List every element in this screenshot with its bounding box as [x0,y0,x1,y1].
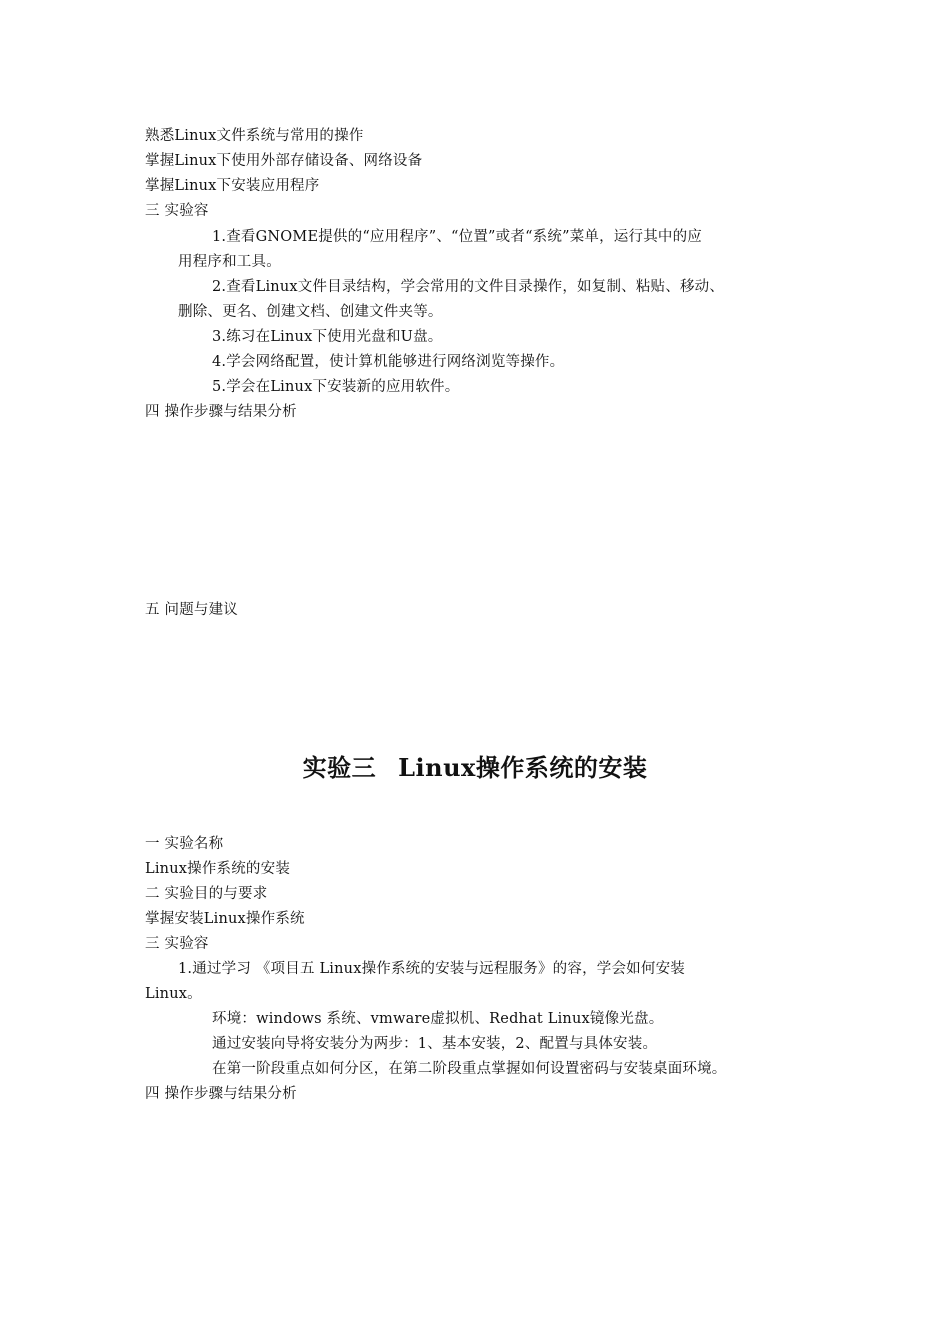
text-line: 掌握Linux下使用外部存储设备、网络设备 [145,153,423,169]
section-heading: 二 实验目的与要求 [145,886,268,902]
text-line: 在第一阶段重点如何分区，在第二阶段重点掌握如何设置密码与安装桌面环境。 [212,1061,727,1077]
text-line: Linux操作系统的安装 [145,861,291,877]
section-heading: 五 问题与建议 [145,602,239,618]
list-item: 5.学会在Linux下安装新的应用软件。 [212,379,460,395]
section-heading: 一 实验名称 [145,836,224,852]
section-heading: 四 操作步骤与结果分析 [145,404,297,420]
text-line: 掌握安装Linux操作系统 [145,911,305,927]
text-line: 掌握Linux下安装应用程序 [145,178,320,194]
list-item: 4.学会网络配置，使计算机能够进行网络浏览等操作。 [212,354,565,370]
text-line: 环境：windows 系统、vmware虚拟机、Redhat Linux镜像光盘。 [212,1011,664,1027]
list-item-continuation: 用程序和工具。 [178,254,281,270]
section-heading: 三 实验容 [145,936,209,952]
list-item: 3.练习在Linux下使用光盘和U盘。 [212,329,443,345]
list-item: 1.查看GNOME提供的“应用程序”、“位置”或者“系统”菜单，运行其中的应 [212,229,702,245]
list-item-continuation: 删除、更名、创建文档、创建文件夹等。 [178,304,443,320]
list-item: 2.查看Linux文件目录结构，学会常用的文件目录操作，如复制、粘贴、移动、 [212,279,725,295]
section-heading: 四 操作步骤与结果分析 [145,1086,297,1102]
title-text: Linux操作系统的安装 [398,753,648,782]
list-item-continuation: Linux。 [145,986,202,1002]
text-line: 熟悉Linux文件系统与常用的操作 [145,128,364,144]
list-item: 1.通过学习 《项目五 Linux操作系统的安装与远程服务》的容，学会如何安装 [178,961,685,977]
page-title [0,752,950,784]
title-number: 实验三 [302,753,377,782]
text-line: 通过安装向导将安装分为两步：1、基本安装，2、配置与具体安装。 [212,1036,658,1052]
section-heading: 三 实验容 [145,203,209,219]
